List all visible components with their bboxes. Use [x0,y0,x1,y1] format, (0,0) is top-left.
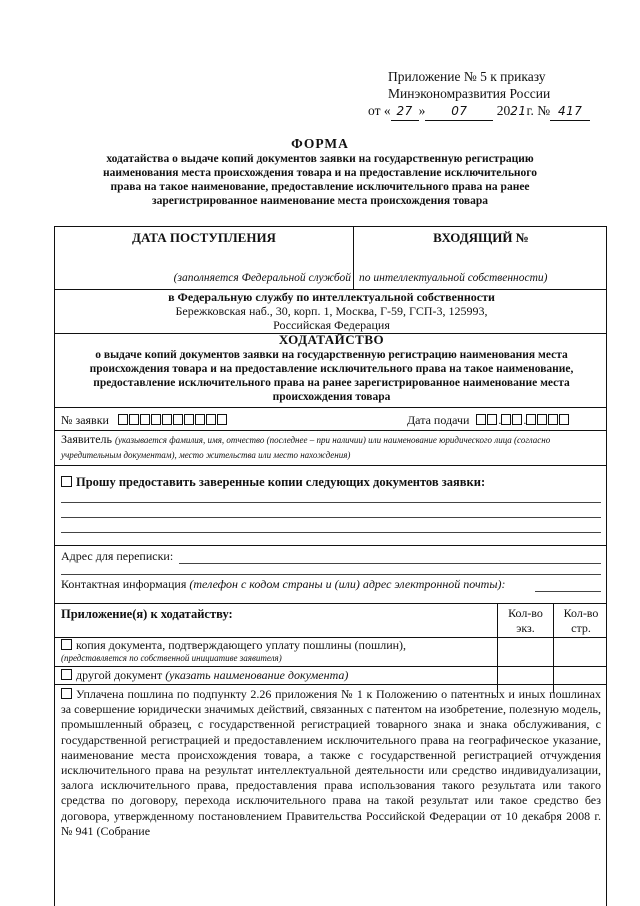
appendix-month: 07 [425,103,493,121]
addressee-block [55,290,608,332]
application-number-row [61,413,228,428]
attachment-item-1 [61,639,493,665]
attachment-2-label: другой документ [76,668,163,682]
request-row [61,475,485,490]
contact-row [61,577,505,592]
attachment-2-hint: (указать наименование документа) [165,668,349,682]
addressee-line1: в Федеральную службу по интеллектуальной собственности [168,290,495,304]
request-line-1[interactable] [61,502,601,503]
fee-text: Уплачена пошлина по подпункту 2.26 приложения № 1 к Положению о патентных и иных пошлинах за совершение юридически значимых действий, связанных с патентом на изобретение, полезную модель, промышленный образец, с государственной регистрацией товарного знака и знака обслуживания, с государственной регистрацией и предоставлением исключительного права на географическое указание, наименование места происхождения товара, а также с государственной регистрацией отчуждения исключительного права на результат интеллектуальной деятельности или средство индивидуализации, залога исключительного права, предоставления права использования такого результата или такого средства по договору, перехода исключительного права на такой результат или такое средство без договора, утвержденному постановлением Правительства Российской Федерации от 10 декабря 2008 г. № 941 (Собрание [61,687,601,838]
form-subtitle: ходатайства о выдаче копий документов заявки на государственную регистрацию наименования места происхождения товара и на предоставление исключительного права на такое наименование, предоставление исключительного права на ранее зарегистрированное наименование места происхождения товара [102,153,537,207]
form-title: ФОРМА [291,136,349,151]
application-number-boxes[interactable] [118,413,228,427]
request-line-3[interactable] [61,532,601,533]
request-label: Прошу предоставить заверенные копии следующих документов заявки: [76,475,486,489]
attachment-1-checkbox[interactable] [61,639,72,650]
applicant-block [61,432,601,462]
attachment-1-label: копия документа, подтверждающего уплату пошлины (пошлин), [76,638,407,652]
form-frame [54,226,607,906]
addressee-line2: Бережковская наб., 30, корп. 1, Москва, Г-59, ГСП-3, 125993, [175,304,488,318]
incoming-number-label: ВХОДЯЩИЙ № [433,230,529,245]
appendix-number: 417 [550,103,590,121]
application-number-label: № заявки [61,413,109,427]
attachment-2-checkbox[interactable] [61,669,72,680]
addressee-line3: Российская Федерация [273,318,390,332]
contact-input[interactable] [535,591,601,592]
attachment-1-hint: (представляется по собственной инициативе заявителя) [61,653,282,663]
appendix-day: 27 [391,103,419,121]
contact-hint: (телефон с кодом страны и (или) адрес электронной почты): [189,577,506,591]
appendix-date-line: от « 27 » 07 2021г. № 417 [368,102,628,121]
attachment-item-2 [61,668,348,683]
petition-text: о выдаче копий документов заявки на государственную регистрацию наименования места происхождения товара и на предоставление исключительного права на такое наименование, предоставление исключительного права на ранее зарегистрированное наименование места происхождения товара [89,349,574,403]
request-checkbox[interactable] [61,476,72,487]
filing-date-row [407,413,570,428]
fee-checkbox[interactable] [61,688,72,699]
address-label: Адрес для переписки: [61,549,174,563]
applicant-hint: (указывается фамилия, имя, отчество (последнее – при наличии) или наименование юридического лица (согласно учредительным документам), место жительства или место нахождения) [61,435,551,460]
attachments-header: Приложение(я) к ходатайству: [61,607,233,621]
copies-column-header: Кол-во экз. [508,606,543,635]
appendix-line1: Приложение № 5 к приказу [388,69,546,84]
address-input-2[interactable] [61,574,601,575]
appendix-block [368,68,628,121]
address-input[interactable] [179,563,601,564]
request-line-2[interactable] [61,517,601,518]
fee-paragraph [61,687,601,839]
filled-by-right: по интеллектуальной собственности) [359,272,548,284]
appendix-line2: Минэкономразвития России [388,86,551,101]
pages-column-header: Кол-во стр. [563,606,599,635]
filled-by-left: (заполняется Федеральной службой [173,272,351,284]
appendix-year: 21 [510,104,527,118]
petition-title: ХОДАТАЙСТВО [278,332,385,347]
received-date-label: ДАТА ПОСТУПЛЕНИЯ [132,230,276,245]
applicant-label: Заявитель [61,432,112,446]
filing-date-boxes[interactable]: . . [476,413,570,427]
contact-label: Контактная информация [61,577,187,591]
filing-date-label: Дата подачи [407,413,470,427]
